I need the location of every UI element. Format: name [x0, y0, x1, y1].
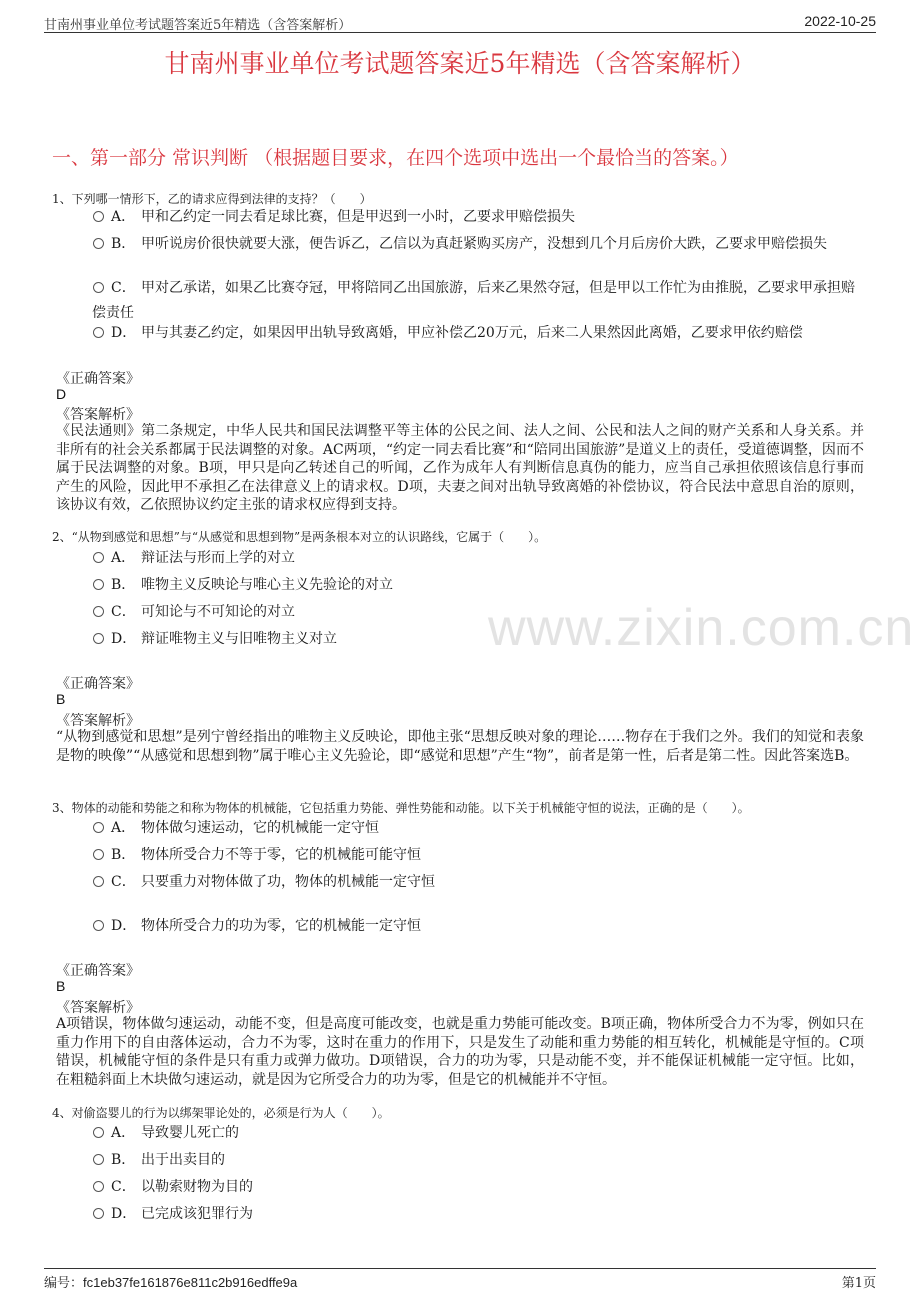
option-d[interactable]: D． 已完成该犯罪行为 [92, 1202, 862, 1227]
radio-icon[interactable] [93, 327, 104, 338]
question-stem: 3、物体的动能和势能之和称为物体的机械能，它包括重力势能、弹性势能和动能。以下关于机械能守恒的说法，正确的是（ ）。 [52, 801, 750, 815]
analysis-label: 《答案解析》 [56, 713, 140, 729]
radio-icon[interactable] [93, 822, 104, 833]
option-d[interactable]: D． 物体所受合力的功为零，它的机械能一定守恒 [92, 914, 862, 939]
radio-icon[interactable] [93, 1154, 104, 1165]
analysis-text: A项错误，物体做匀速运动，动能不变，但是高度可能改变，也就是重力势能可能改变。B项正确，物体所受合力不为零，例如只在重力作用下的自由落体运动，合力不为零，这时在重力的作用下，只是发生了动能和重力势能的相互转化，机械能是守恒的。C项错误，机械能守恒的条件是只有重力或弹力做功。D项错误，合力的功为零，只是动能不变，并不能保证机械能一定守恒。比如，在粗糙斜面上木块做匀速运动，就是因为它所受合力的功为零，但是它的机械能并不守恒。 [56, 1016, 864, 1088]
radio-icon[interactable] [93, 920, 104, 931]
analysis-label: 《答案解析》 [56, 407, 140, 423]
radio-icon[interactable] [93, 606, 104, 617]
header-date: 2022-10-25 [804, 13, 876, 29]
question-stem: 1、下列哪一情形下，乙的请求应得到法律的支持？（ ） [52, 192, 372, 206]
page-footer [44, 1268, 876, 1289]
option-b[interactable]: B． 物体所受合力不等于零，它的机械能可能守恒 [92, 843, 862, 868]
option-c[interactable]: C． 甲对乙承诺，如果乙比赛夺冠，甲将陪同乙出国旅游，后来乙果然夺冠，但是甲以工作忙为由推脱，乙要求甲承担赔偿责任 [92, 280, 855, 321]
option-a[interactable]: A． 导致婴儿死亡的 [92, 1121, 862, 1146]
option-c[interactable]: C． 只要重力对物体做了功，物体的机械能一定守恒 [92, 870, 862, 895]
option-c[interactable]: C． 以勒索财物为目的 [92, 1175, 862, 1200]
answer-value: B [56, 978, 66, 994]
watermark: www.zixin.com.cn [488, 599, 915, 657]
radio-icon[interactable] [93, 579, 104, 590]
radio-icon[interactable] [93, 282, 104, 293]
option-a[interactable]: A． 辩证法与形而上学的对立 [92, 546, 862, 571]
option-a[interactable]: A． 甲和乙约定一同去看足球比赛，但是甲迟到一小时，乙要求甲赔偿损失 [92, 205, 862, 230]
header-title: 甘南州事业单位考试题答案近5年精选（含答案解析） [44, 18, 352, 33]
option-a[interactable]: A． 物体做匀速运动，它的机械能一定守恒 [92, 816, 862, 841]
radio-icon[interactable] [93, 876, 104, 887]
option-b[interactable]: B． 唯物主义反映论与唯心主义先验论的对立 [92, 573, 862, 598]
analysis-label: 《答案解析》 [56, 1000, 140, 1016]
section-title: 一、第一部分 常识判断 （根据题目要求，在四个选项中选出一个最恰当的答案。） [52, 147, 739, 169]
option-c[interactable]: C． 可知论与不可知论的对立 [92, 600, 862, 625]
option-b[interactable]: B． 甲听说房价很快就要大涨，便告诉乙，乙信以为真赶紧购买房产，没想到几个月后房价大跌，乙要求甲赔偿损失 [92, 232, 862, 257]
question-stem: 4、对偷盗婴儿的行为以绑架罪论处的，必须是行为人（ ）。 [52, 1106, 390, 1120]
answer-label: 《正确答案》 [56, 676, 140, 692]
answer-label: 《正确答案》 [56, 963, 140, 979]
answer-value: B [56, 691, 66, 707]
option-d[interactable]: D． 甲与其妻乙约定，如果因甲出轨导致离婚，甲应补偿乙20万元，后来二人果然因此离婚，乙要求甲依约赔偿 [92, 321, 862, 346]
page-number: 第1页 [841, 1276, 876, 1291]
analysis-text: 《民法通则》第二条规定，中华人民共和国民法调整平等主体的公民之间、法人之间、公民和法人之间的财产关系和人身关系。并非所有的社会关系都属于民法调整的对象。AC两项，“约定一同去看比赛”和“陪同出国旅游”是道义上的责任，受道德调整，因而不属于民法调整的对象。B项，甲只是向乙转述自己的听闻，乙作为成年人有判断信息真伪的能力，应当自己承担依照该信息行事而产生的风险，因此甲不承担乙在法律意义上的请求权。D项，夫妻之间对出轨导致离婚的补偿协议，符合民法中意思自治的原则，该协议有效，乙依照协议约定主张的请求权应得到支持。 [56, 423, 864, 513]
page-header [44, 12, 876, 33]
document-title: 甘南州事业单位考试题答案近5年精选（含答案解析） [164, 49, 756, 78]
answer-value: D [56, 386, 67, 402]
radio-icon[interactable] [93, 1127, 104, 1138]
question-stem: 2、“从物到感觉和思想”与“从感觉和思想到物”是两条根本对立的认识路线，它属于（ ）。 [52, 530, 547, 544]
answer-label: 《正确答案》 [56, 371, 140, 387]
radio-icon[interactable] [93, 211, 104, 222]
option-b[interactable]: B． 出于出卖目的 [92, 1148, 862, 1173]
radio-icon[interactable] [93, 633, 104, 644]
radio-icon[interactable] [93, 552, 104, 563]
document-code: 编号：fc1eb37fe161876e811c2b916edffe9a [44, 1275, 298, 1291]
option-d[interactable]: D． 辩证唯物主义与旧唯物主义对立 [92, 627, 862, 652]
radio-icon[interactable] [93, 849, 104, 860]
analysis-text: “从物到感觉和思想”是列宁曾经指出的唯物主义反映论，即他主张“思想反映对象的理论……物存在于我们之外。我们的知觉和表象是物的映像”“从感觉和思想到物”属于唯心主义先验论，即“感觉和思想”产生“物”，前者是第一性，后者是第二性。因此答案选B。 [56, 729, 864, 764]
radio-icon[interactable] [93, 238, 104, 249]
radio-icon[interactable] [93, 1181, 104, 1192]
radio-icon[interactable] [93, 1208, 104, 1219]
